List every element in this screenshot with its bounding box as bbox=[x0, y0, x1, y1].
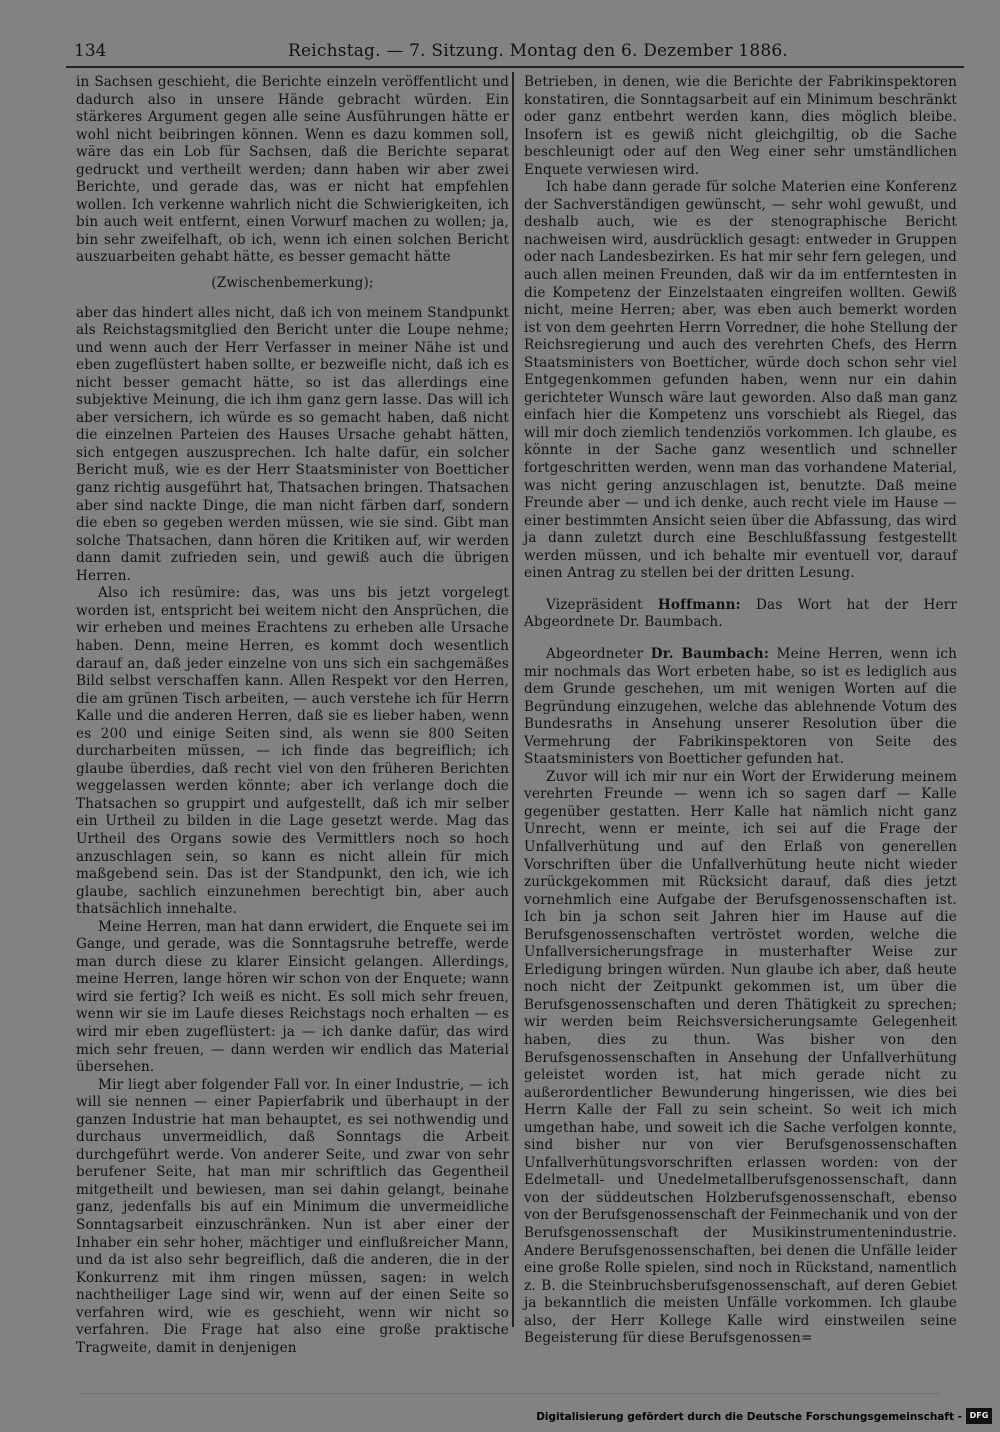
speaker-text: Meine Herren, wenn ich mir nochmals das Wort erbeten habe, so ist es lediglich aus dem Grunde geschehen, um mit wenigen Worten auf die Begründung einzugehen, welche das ablehnende Votum des Bundesraths in Ansehung unserer Resolution über die Vermehrung der Fabrikinspektoren von Seite des Staatsministers von Boetticher gefunden hat. bbox=[524, 645, 957, 768]
paragraph: in Sachsen geschieht, die Berichte einzeln veröffentlicht und dadurch also in unsere Hände gebracht würden. Ein stärkeres Argument gegen alle seine Ausführungen hätte er wohl nicht beibringen können. Wenn es dazu kommen soll, wäre das ein Lob für Sachsen, daß die Berichte separat gedruckt und vertheilt werden; dann haben wir aber zwei Berichte, und gerade das, was er nicht hat empfehlen wollen. Ich verkenne wahrlich nicht die Schwierigkeiten, ich bin auch weit entfernt, einen Vorwurf machen zu wollen; ja, bin sehr zweifelhaft, ob ich, wenn ich einen solchen Bericht auszuarbeiten gehabt hätte, es besser gemacht hätte bbox=[76, 74, 509, 266]
speaker-paragraph-vice-president bbox=[524, 597, 957, 632]
paragraph: aber das hindert alles nicht, daß ich von meinem Standpunkt als Reichstagsmitglied den Bericht unter die Loupe nehme; und wenn auch der Herr Verfasser in meiner Nähe ist und eben zugeflüstert haben sollte, er bezweifle nicht, daß ich es nicht besser gemacht hätte, so ist das allerdings eine subjektive Meinung, die ich ihm ganz gern lasse. Das will ich aber versichern, ich würde es so gemacht haben, daß nicht die einzelnen Parteien des Hauses Ursache gehabt hätten, sich entgegen auszusprechen. Ich halte dafür, ein solcher Bericht muß, wie es der Herr Staatsminister von Boetticher ganz richtig ausgeführt hat, Thatsachen bringen. Thatsachen aber sind nackte Dinge, die man nicht färben darf, sondern die eben so gegeben werden müssen, wie sie sind. Gibt man solche Thatsachen, dann hören die Kritiken auf, wir werden dann damit zufrieden sein, und gewiß auch die übrigen Herren. bbox=[76, 304, 509, 584]
bottom-rule bbox=[80, 1393, 940, 1394]
page-number: 134 bbox=[74, 41, 107, 61]
page-header bbox=[62, 38, 962, 64]
digitization-credit: Digitalisierung gefördert durch die Deutsche Forschungsgemeinschaft - bbox=[536, 1411, 962, 1423]
paragraph: Also ich resümire: das, was uns bis jetzt vorgelegt worden ist, entspricht bei weitem nicht den Ansprüchen, die wir erheben und meines Erachtens zu erheben alle Ursache haben. Denn, meine Herren, es kommt doch wesentlich darauf an, daß jeder einzelne von uns sich ein sachgemäßes Bild selbst verschaffen kann. Allen Respekt vor den Herren, die am grünen Tisch arbeiten, — auch verstehe ich für Herrn Kalle und die anderen Herren, daß sie es lieber haben, wenn es 200 und einige Seiten sind, als wenn sie 800 Seiten durcharbeiten müssen, — ich finde das begreiflich; ich glaube überdies, daß recht viel von den früheren Berichten weggelassen werden könnte; aber ich verlange doch die Thatsachen so gruppirt und aufgestellt, daß ich mir selber ein Urtheil zu bilden in die Lage gesetzt werde. Mag das Urtheil des Organs sowie des Vermittlers noch so hoch anzuschlagen sein, so kann es nicht allein für mich maßgebend sein. Das ist der Standpunkt, den ich, wie ich glaube, sachlich einzunehmen berechtigt bin, aber auch thatsächlich innehalte. bbox=[76, 585, 509, 918]
paragraph: Meine Herren, man hat dann erwidert, die Enquete sei im Gange, und gerade, was die Sonntagsruhe betreffe, werde man durch diese zu klarer Einsicht gelangen. Allerdings, meine Herren, lange hören wir schon von der Enquete; wann wird sie fertig? Ich weiß es nicht. Es soll mich sehr freuen, wenn wir sie im Laufe dieses Reichstags noch erhalten — es wird mir eben zugeflüstert: ja — ich danke dafür, das wird mich sehr freuen, — dann werden wir endlich das Material übersehen. bbox=[76, 918, 509, 1076]
speaker-name: Dr. Baumbach: bbox=[650, 645, 770, 662]
dfg-logo: DFG bbox=[966, 1408, 992, 1424]
interjection: (Zwischenbemerkung); bbox=[211, 275, 374, 292]
speaker-role: Vizepräsident bbox=[546, 596, 658, 613]
paragraph: Ich habe dann gerade für solche Materien eine Konferenz der Sachverständigen gewünscht, — sehr wohl gewußt, und deshalb auch, wie es der stenographische Bericht nachweisen wird, ausdrücklich gesagt: entweder in Gruppen oder nach Landesbezirken. Es hat mir sehr fern gelegen, und auch allen meinen Freunden, daß wir da im entferntesten in die Kompetenz der Einzelstaaten eingreifen wollten. Gewiß nicht, meine Herren; aber, was eben auch bemerkt worden ist von dem geehrten Herrn Vorredner, die hohe Stellung der Reichsregierung und auch des verehrten Chefs, des Herrn Staatsministers von Boetticher, würde doch schon sehr viel Entgegenkommen gefunden haben, wenn nur ein dahin gerichteter Wunsch wäre laut geworden. Also daß man ganz einfach hier die Kompetenz uns vorschiebt als Riegel, das will mir doch ziemlich tendenziös vorkommen. Ich glaube, es könnte in der Sache ganz wesentlich und schneller fortgeschritten werden, wenn man das vorhandene Material, was nicht gering anzuschlagen ist, benutzte. Daß meine Freunde aber — und ich denke, auch recht viele im Hause — einer bestimmten Ansicht seien über die Abfassung, das wird ja dann zuletzt durch eine Beschlußfassung festgestellt werden müssen, und ich behalte mir eventuell vor, darauf einen Antrag zu stellen bei der dritten Lesung. bbox=[524, 179, 957, 582]
speaker-role: Abgeordneter bbox=[546, 645, 651, 662]
paragraph: Mir liegt aber folgender Fall vor. In einer Industrie, — ich will sie nennen — einer Papierfabrik und überhaupt in der ganzen Industrie hat man behauptet, es sei nothwendig und durchaus unvermeidlich, daß Sonntags die Arbeit durchgeführt werde. Von anderer Seite, und zwar von sehr berufener Seite, hat man mir schriftlich das Gegentheil mitgetheilt und bewiesen, man sei dahin gelangt, beinahe ganz, jedenfalls bis auf ein Minimum die unvermeidliche Sonntagsarbeit einzuschränken. Nun ist aber einer der Inhaber ein sehr hoher, mächtiger und einflußreicher Mann, und da ist also sehr begreiflich, daß die anderen, die in der Konkurrenz mit ihm ringen müssen, sagen: in welch nachtheiliger Lage sind wir, wenn auf der einen Seite so verfahren wird, wie es geschieht, wenn wir nicht so verfahren. Die Frage hat also eine große praktische Tragweite, damit in denjenigen bbox=[76, 1076, 509, 1356]
speaker-paragraph-deputy bbox=[524, 646, 957, 769]
speaker-text: Das Wort hat der Herr Abgeordnete Dr. Baumbach. bbox=[524, 596, 957, 631]
speaker-name: Hoffmann: bbox=[657, 596, 741, 613]
right-column bbox=[524, 74, 957, 1347]
paragraph: Zuvor will ich mir nur ein Wort der Erwiderung meinem verehrten Freunde — wenn ich so sagen darf — Kalle gegenüber gestatten. Herr Kalle hat nämlich nicht ganz Unrecht, wenn er meinte, ich sei auf die Frage der Unfallverhütung und auf den Erlaß von generellen Vorschriften über die Unfallverhütung heute nicht wieder zurückgekommen mit Rücksicht darauf, daß dies jetzt vornehmlich eine Aufgabe der Berufsgenossenschaften ist. Ich bin ja schon seit Jahren hier im Hause auf die Berufsgenossenschaften vertröstet worden, welche die Unfallversicherungsfrage in musterhafter Weise zur Erledigung bringen würden. Nun glaube ich aber, daß heute noch nicht der Zeitpunkt gekommen ist, um über die Berufsgenossenschaften und deren Thätigkeit zu sprechen; wir werden beim Reichsversicherungsamte Gelegenheit haben, dies zu thun. Was bisher von den Berufsgenossenschaften in Ansehung der Unfallverhütung geleistet worden ist, hat mich gerade nicht zu außerordentlicher Bewunderung hingerissen, wie dies bei Herrn Kalle der Fall zu sein scheint. So weit ich mich umgethan habe, und soweit ich die Sache verfolgen konnte, sind bisher nur von vier Berufsgenossenschaften Unfallverhütungsvorschriften erlassen worden: von der Edelmetall- und Unedelmetallberufsgenossenschaft, dann von der süddeutschen Holzberufsgenossenschaft, ebenso von der Berufsgenossenschaft der Feinmechanik und von der Berufsgenossenschaft der Musikinstrumentenindustrie. Andere Berufsgenossenschaften, bei denen die Unfälle leider eine große Rolle spielen, sind noch in Rückstand, namentlich z. B. die Steinbruchsberufsgenossenschaft, auf deren Gebiet ja bekanntlich die meisten Unfälle vorkommen. Ich glaube also, der Herr Kollege Kalle wird einstweilen seine Begeisterung für diese Berufsgenossen= bbox=[524, 768, 957, 1347]
paragraph: Betrieben, in denen, wie die Berichte der Fabrikinspektoren konstatiren, die Sonntagsarbeit auf ein Minimum beschränkt oder ganz entbehrt werden kann, dies möglich bleibe. Insofern ist es gewiß nicht gleichgiltig, ob die Sache beschleunigt oder auf den Weg einer sehr umständlichen Enquete verwiesen wird. bbox=[524, 74, 957, 178]
left-column bbox=[76, 74, 509, 1356]
running-title: Reichstag. — 7. Sitzung. Montag den 6. Dezember 1886. bbox=[288, 41, 788, 61]
column-divider bbox=[512, 72, 514, 1327]
header-rule bbox=[66, 66, 964, 68]
